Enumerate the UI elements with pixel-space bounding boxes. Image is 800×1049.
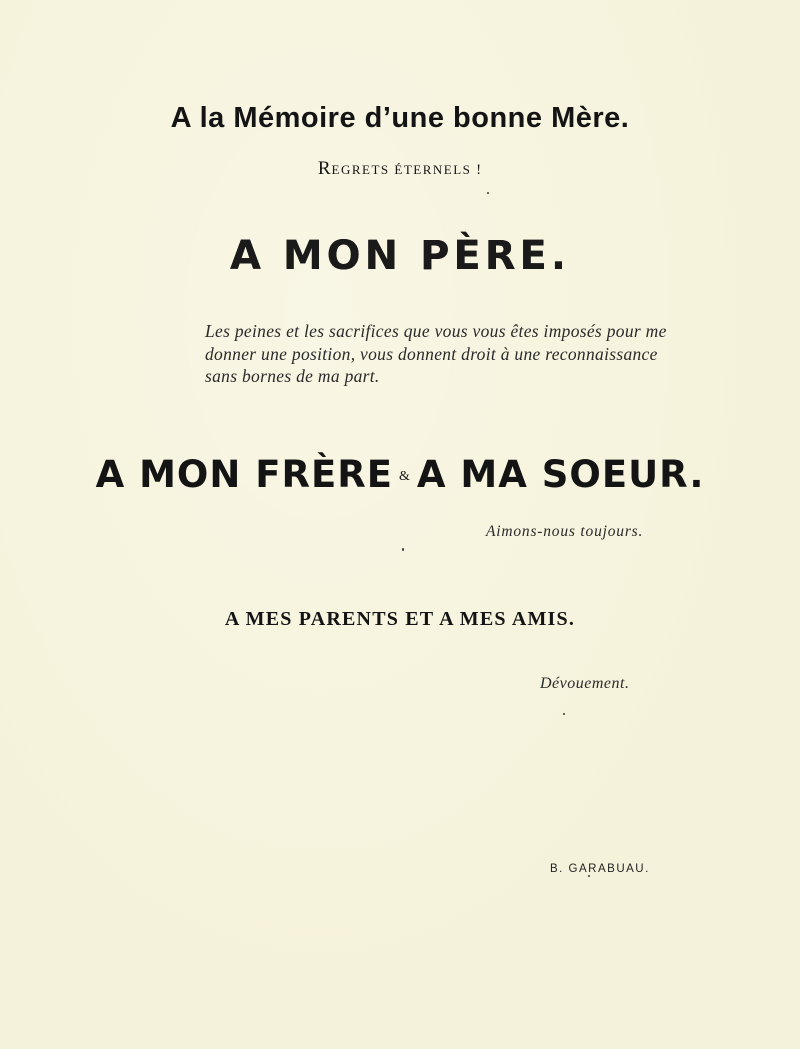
frere-soeur-heading xyxy=(0,453,800,496)
signature: B. GARABUAU. xyxy=(550,863,650,875)
pere-heading: A MON PÈRE. xyxy=(229,233,571,279)
pere-text: Les peines et les sacrifices que vous vous êtes imposés pour me donner une position, vous donnent droit à une reconnaissance sans bornes de ma part. xyxy=(205,321,667,386)
regrets-punct: ! xyxy=(471,162,483,178)
parents-heading: A MES PARENTS ET A MES AMIS. xyxy=(224,608,576,630)
ampersand: & xyxy=(399,468,411,484)
regrets-rest: EGRETS xyxy=(331,162,390,177)
soeur-heading: A MA SOEUR. xyxy=(416,453,705,496)
regrets-line xyxy=(0,158,800,180)
regrets-second: ÉTERNELS xyxy=(394,162,472,177)
ink-speck xyxy=(588,875,590,877)
ink-speck xyxy=(563,713,565,715)
regrets-cap: R xyxy=(317,158,332,179)
ink-speck xyxy=(487,192,489,194)
dedication-title: A la Mémoire d’une bonne Mère. xyxy=(170,102,630,134)
frere-heading: A MON FRÈRE xyxy=(95,453,394,496)
ink-speck xyxy=(402,548,404,551)
parents-text: Dévouement. xyxy=(540,675,630,692)
frere-soeur-text: Aimons-nous toujours. xyxy=(486,523,644,540)
